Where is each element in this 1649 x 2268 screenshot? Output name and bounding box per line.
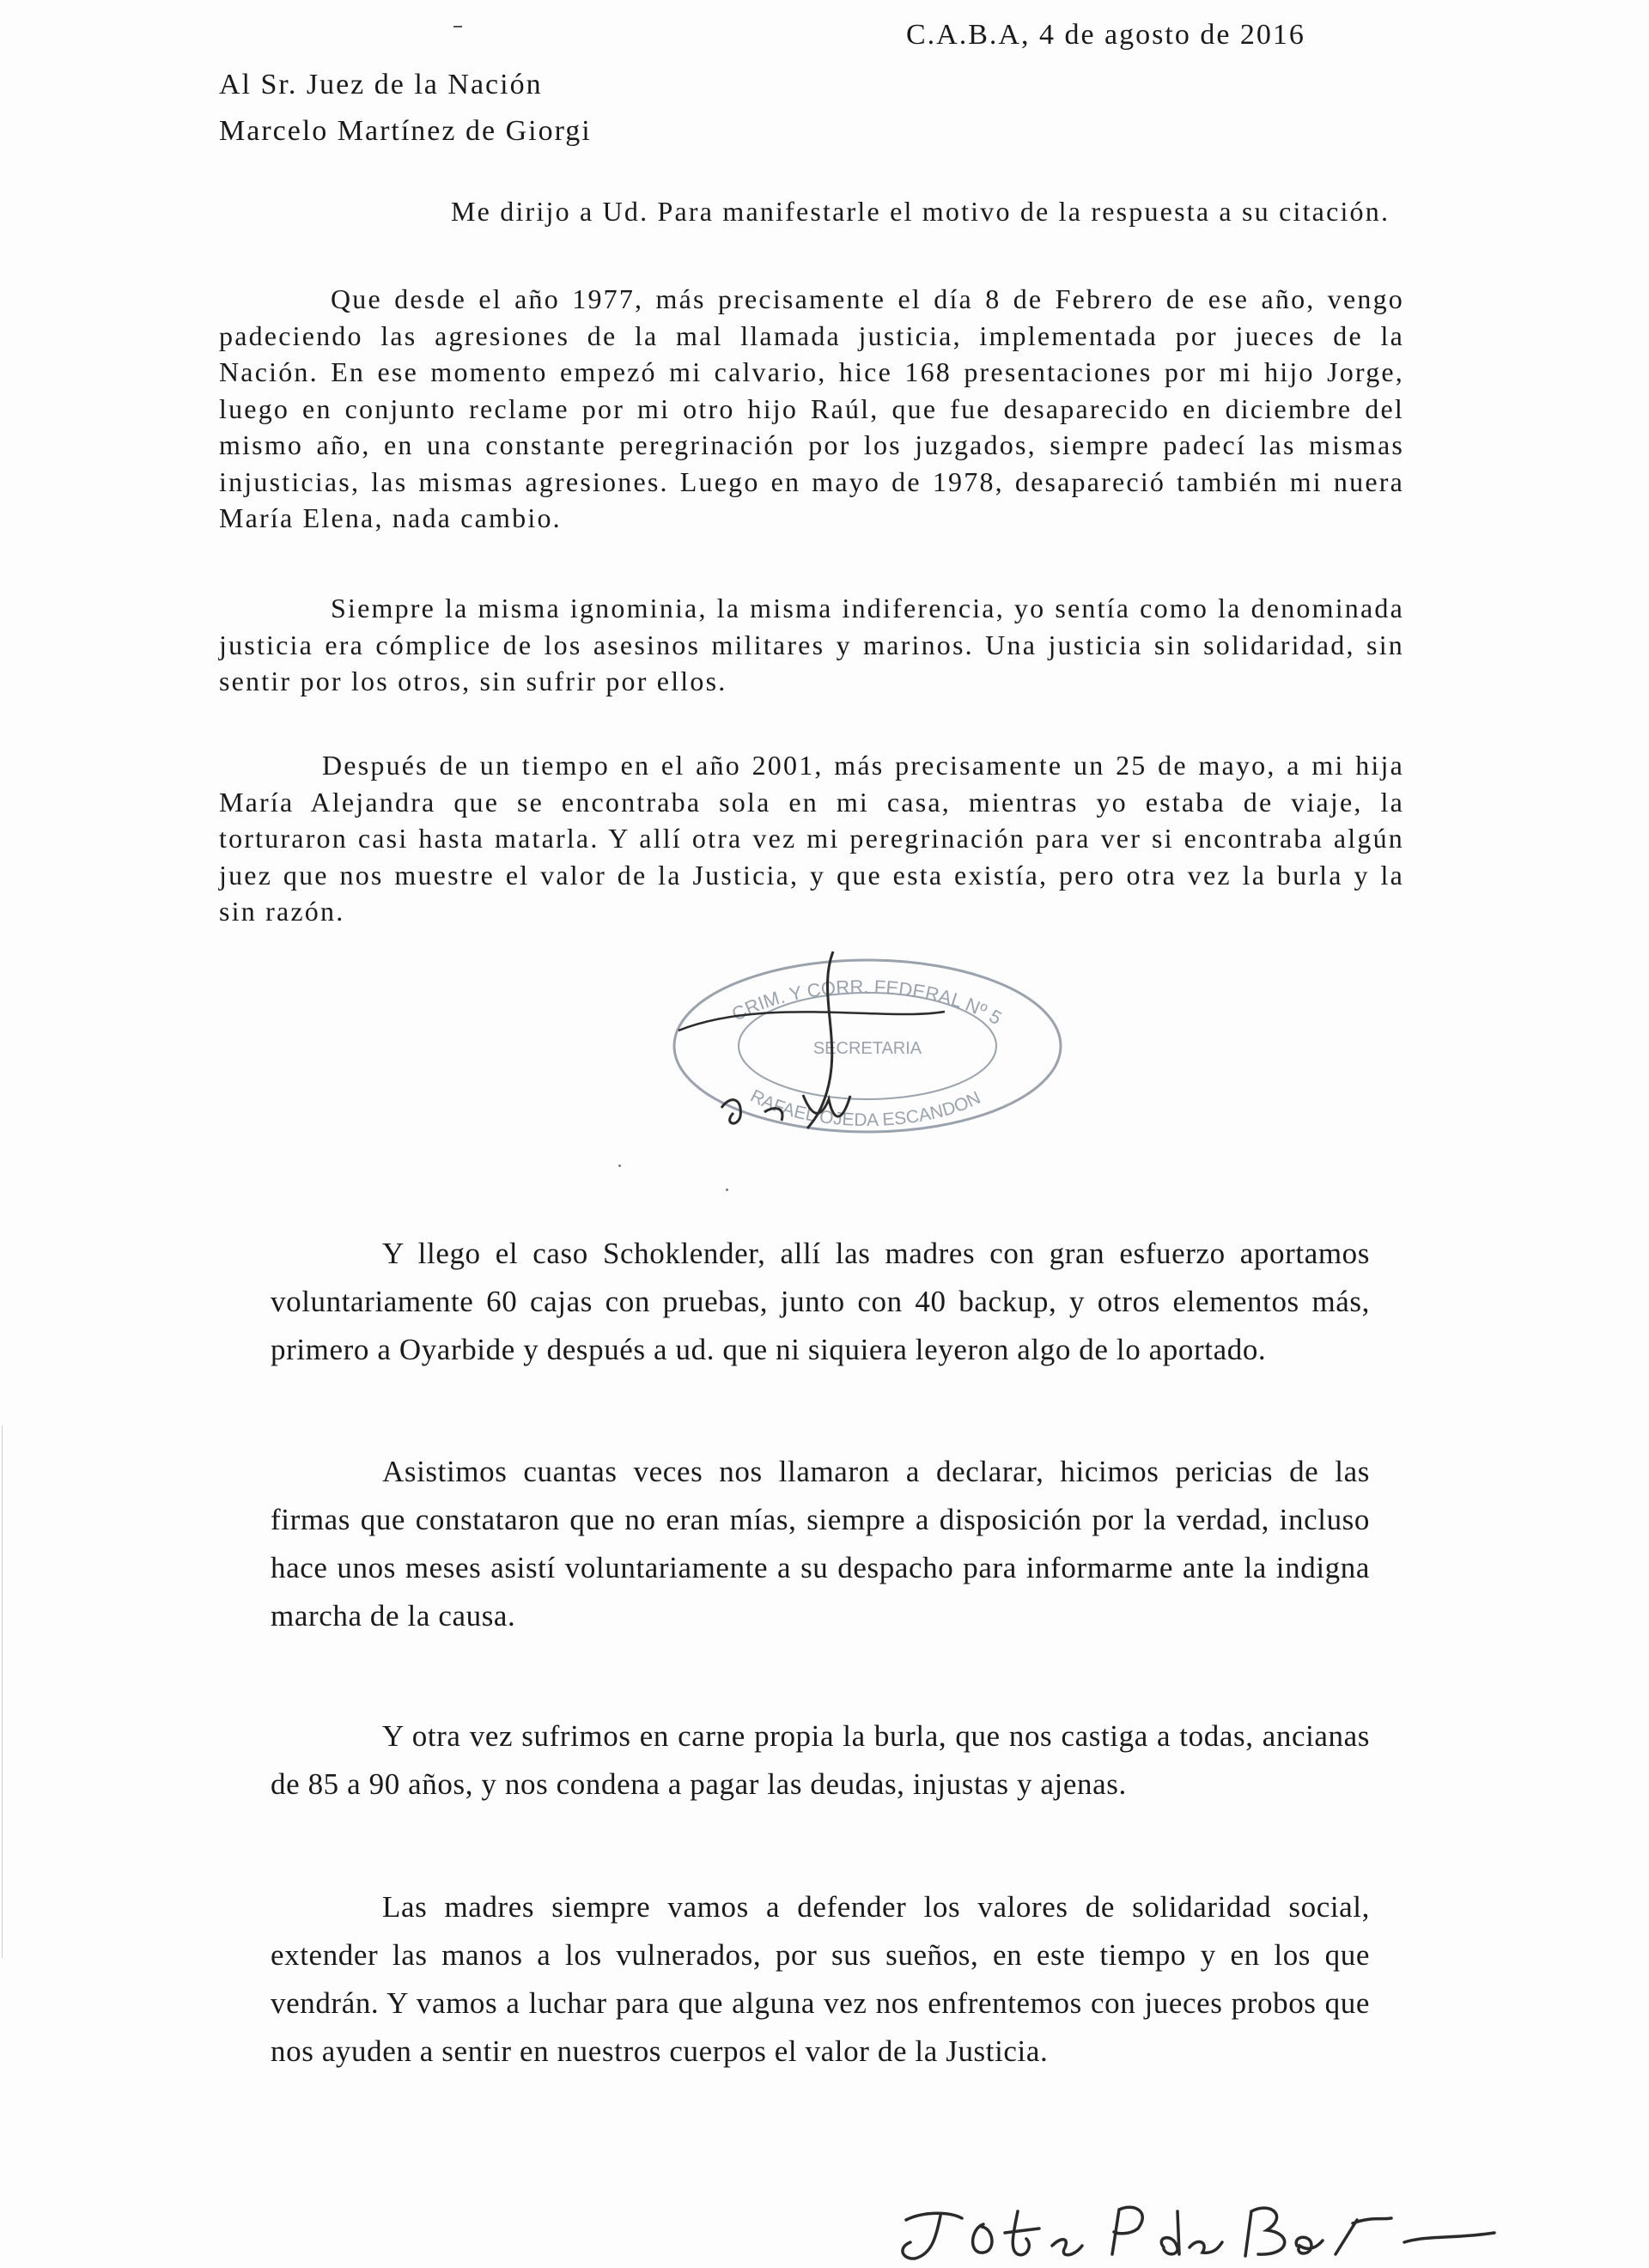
paragraph-burla: Y otra vez sufrimos en carne propia la burla, que nos castiga a todas, ancianas de 85 a 90 años, y nos condena a pagar las deudas, injustas y ajenas.	[271, 1719, 1370, 1801]
paragraph-asistimos: Asistimos cuantas veces nos llamaron a declarar, hicimos pericias de las firmas que constataron que no eran mías, siempre a disposición por la verdad, incluso hace unos meses asistí voluntariamente a su despacho para informarme ante la indigna marcha de la causa.	[271, 1455, 1370, 1633]
addressee-line: Al Sr. Juez de la Nación	[219, 69, 543, 100]
paragraph-ignominia: Siempre la misma ignominia, la misma indiferencia, yo sentía como la denominada justicia era cómplice de los asesinos militares y marinos. Una justicia sin solidaridad, sin sentir por los otros, sin sufrir por ellos.	[219, 593, 1404, 696]
addressee-block	[219, 62, 592, 155]
seal-text-bottom: RAFAEL OJEDA ESCANDON	[746, 1085, 984, 1131]
paragraph-2001: Después de un tiempo en el año 2001, más precisamente un 25 de mayo, a mi hija María Alejandra que se encontraba sola en mi casa, mientras yo estaba de viaje, la torturaron casi hasta matarla. Y allí otra vez mi peregrinación para ver si encontraba algún juez que nos muestre el valor de la Justicia, y que esta existía, pero otra vez la burla y la sin razón.	[219, 750, 1404, 927]
scan-edge-line	[2, 1426, 3, 1958]
scan-speck	[618, 1164, 621, 1167]
scan-speck	[726, 1189, 728, 1191]
scan-mark	[453, 26, 462, 27]
handwritten-signature	[889, 2186, 1507, 2268]
addressee-name: Marcelo Martínez de Giorgi	[219, 115, 592, 147]
paragraph-1977: Que desde el año 1977, más precisamente el día 8 de Febrero de ese año, vengo padeciendo las agresiones de la mal llamada justicia, implementada por jueces de la Nación. En ese momento empezó mi calvario, hice 168 presentaciones por mi hijo Jorge, luego en conjunto reclame por mi otro hijo Raúl, que fue desaparecido en diciembre del mismo año, en una constante peregrinación por los juzgados, siempre padecí las mismas injusticias, las mismas agresiones. Luego en mayo de 1978, desapareció también mi nuera María Elena, nada cambio.	[219, 283, 1404, 533]
paragraph-schoklender: Y llego el caso Schoklender, allí las madres con gran esfuerzo aportamos voluntariamente 60 cajas con pruebas, junto con 40 backup, y otros elementos más, primero a Oyarbide y después a ud. que ni siquiera leyeron algo de lo aportado.	[271, 1237, 1370, 1366]
initial-stroke	[678, 1012, 945, 1031]
seal-text-top: CRIM. Y CORR. FEDERAL Nº 5	[727, 976, 1006, 1030]
court-seal-stamp	[661, 945, 1065, 1134]
paragraph-intro: Me dirijo a Ud. Para manifestarle el motivo de la respuesta a su citación.	[451, 196, 1390, 227]
letter-date: C.A.B.A, 4 de agosto de 2016	[906, 19, 1305, 51]
paragraph-madres: Las madres siempre vamos a defender los valores de solidaridad social, extender las manos a los vulnerados, por sus sueños, en este tiempo y en los que vendrán. Y vamos a luchar para que alguna vez nos enfrentemos con jueces probos que nos ayuden a sentir en nuestros cuerpos el valor de la Justicia.	[271, 1890, 1370, 2068]
seal-text-center: SECRETARIA	[812, 1039, 922, 1058]
